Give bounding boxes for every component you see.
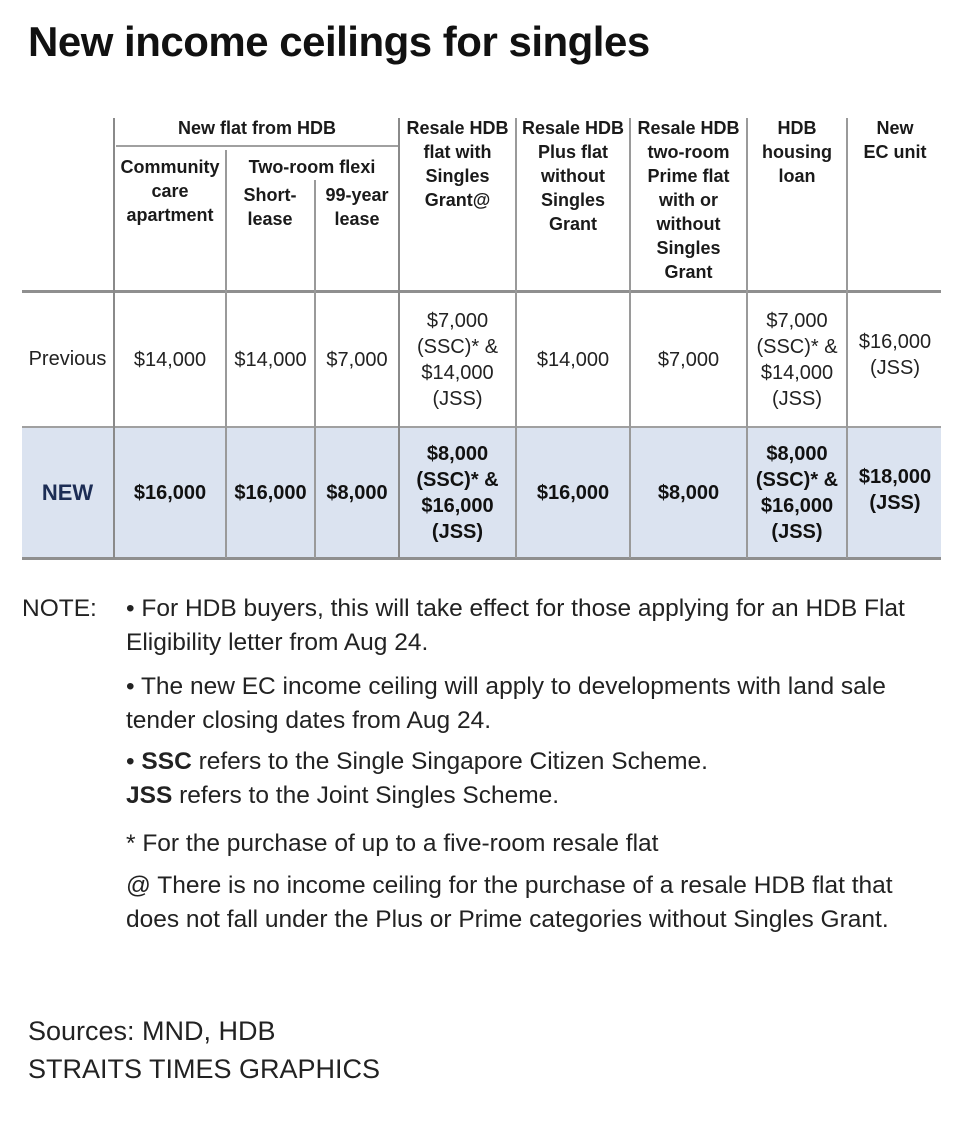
note-bullet: • [126,748,142,775]
table-cell: $7,000 (SSC)* & $14,000 (JSS) [416,309,499,410]
sources-line: Sources: MND, HDB [28,1016,276,1046]
header-ec-unit: New EC unit [863,118,927,162]
note-item: * For the purchase of up to a five-room resale flat [126,830,659,857]
header-99-year-lease: 99-year lease [325,185,389,229]
header-new-flat-from-hdb: New flat from HDB [177,118,336,138]
header-plus-flat: Resale HDB Plus flat without Singles Grant [521,118,625,234]
table-cell: $18,000 (JSS) [858,466,932,514]
note-ssc-text: refers to the Single Singapore Citizen Scheme. [191,748,708,775]
chart-title: New income ceilings for singles [28,18,650,65]
table-cell: $16,000 [234,481,307,504]
note-item [126,745,926,813]
note-jss-text: refers to the Joint Singles Scheme. [172,782,560,809]
header-prime-flat: Resale HDB two-room Prime flat with or without Singles Grant [637,118,740,282]
table-cell: $8,000 [657,481,720,504]
header-resale-with-grant: Resale HDB flat with Singles Grant@ [406,118,509,210]
table-cell: $7,000 [657,348,720,371]
table-cell: $16,000 [536,481,610,504]
note-item: @ There is no income ceiling for the purchase of a resale HDB flat that does not fall under the Plus or Prime categories without Singles Grant. [126,872,893,933]
note-label: NOTE: [22,595,97,622]
table-cell: $8,000 (SSC)* & $16,000 (JSS) [416,442,499,543]
table-cell: $7,000 [326,348,388,371]
group-header-rule [116,145,398,147]
note-ssc-term: SSC [141,748,192,775]
note-jss-term: JSS [126,782,173,809]
credit-line: STRAITS TIMES GRAPHICS [28,1054,381,1084]
row-label-previous: Previous [28,348,107,370]
table-cell: $14,000 [536,348,610,371]
table-cell: $8,000 (SSC)* & $16,000 (JSS) [755,442,839,543]
note-item: • The new EC income ceiling will apply to developments with land sale tender closing dates from Aug 24. [126,673,886,734]
table-cell: $16,000 (JSS) [858,331,932,379]
table-cell: $7,000 (SSC)* & $14,000 (JSS) [756,309,838,410]
header-two-room-flexi: Two-room flexi [248,157,376,177]
table-cell: $16,000 [133,481,207,504]
sources-credit [28,1012,380,1088]
row-label-new: NEW [41,479,94,505]
header-housing-loan: HDB housing loan [762,118,832,186]
header-community-care: Community care apartment [120,157,220,225]
table-cell: $14,000 [234,348,307,371]
header-short-lease: Short- lease [243,185,297,229]
table-bottom-rule [22,557,941,560]
table-cell: $8,000 [326,481,388,504]
table-cell: $14,000 [133,348,207,371]
note-item: • For HDB buyers, this will take effect for those applying for an HDB Flat Eligibility letter from Aug 24. [126,595,905,656]
